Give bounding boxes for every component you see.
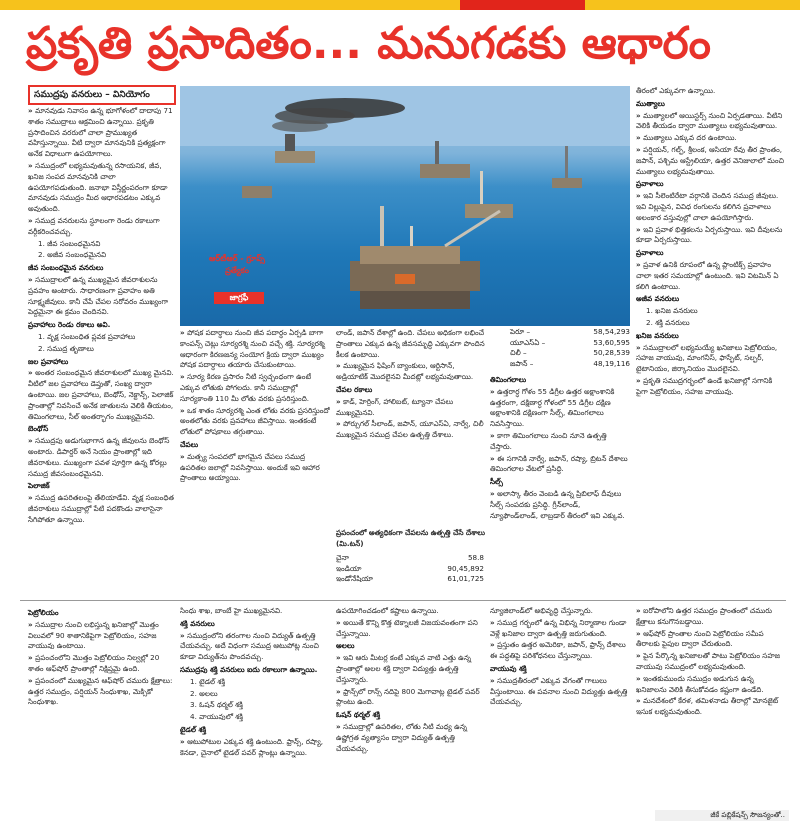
- col7-para-1: సింధు శాఖ, బాంబే హై ముఖ్యమైనవి.: [180, 606, 283, 615]
- top-bar-red: [460, 0, 585, 10]
- col5-para-6: » ఇవి ప్రవాళ భిత్తికలను ఏర్పరుస్తాయి. ఇవి దీవులను కూడా ఏర్పరుస్తాయి.: [636, 225, 786, 247]
- stats-row: [510, 327, 630, 338]
- table-cell-country: ఇండియా: [336, 563, 362, 573]
- stats-value: 58,54,293: [593, 327, 630, 336]
- col1-para-5: » అంతర సంబంధమైన జీవరాశులలో ముఖ్య మైనవి. వీటిలో జల ప్రవాహాలు డెప్తుతో, సంఖ్య ద్వారా ఉంటాయి. జల ప్రవాహాలు, బెంథోస్, నెక్టాన్స్, పెలాజిక్ ప్రాంతాల్లో నివసించే అనేక జాతులను వెలికి తీయటం, తిమింగలాలు, సీల్ అంతర్భాగం ముఖ్యమైనవి.: [28, 368, 174, 422]
- col1-subheading: బెంథోస్: [28, 424, 49, 434]
- col2-subheading: చేపలు: [180, 439, 199, 449]
- col10-para-3: » పైన పేర్కొన్న ఖనిజాలతో పాటు పెట్రోలియం సహజ వాయువు సముద్రంలో లభ్యమవుతుంది.: [636, 651, 786, 673]
- col3-para-4: » పోర్చుగల్ సీలాండ్, జపాన్, యూఎస్ఏ, నార్వే, చిలీ ముఖ్యమైన సముద్ర చేపల ఉత్పత్తి దేశాలు.: [336, 419, 486, 441]
- col3-para-2: » ముఖ్యమైన ఫిషింగ్ బ్యాంకులు, ఆర్టిసాన్, అడ్రియాటిక్ మొదలైనవి మీదట్లో లభ్యమవుతాయి.: [336, 361, 486, 383]
- col1-list-item: 1. జీవ సంబంధమైనవి: [38, 238, 101, 248]
- col10-para-1: » ఐరోపాలోని ఉత్తర సముద్రం ప్రాంతంలో చమురు క్షేత్రాలు కనుగొనబడ్డాయి.: [636, 606, 786, 628]
- stats-label: యూఎస్ఏ –: [510, 337, 546, 347]
- photo-caption: ఆర్‌టీఆర్ ‌- గ్రూప్స్ ప్రత్యేకం: [209, 254, 265, 275]
- col1-list-item: 1. వృక్ష సంబంధిత ప్లవక ప్రవాహాలు: [38, 331, 136, 341]
- column-6: [28, 606, 174, 806]
- col1-subheading: జల ప్రవాహాలు: [28, 356, 69, 366]
- col9-para-2: » సముద్ర గర్భంలో ఉన్న విభిన్న నిర్మాణాల గుండా వెళ్లే ఖనిజాల ద్వారా ఉత్పత్తి జరుగుతుంది.: [490, 618, 630, 640]
- col6-para-1: » సముద్రాల నుంచి లభిస్తున్న ఖనిజాల్లో మొత్తం విలువలో 90 శాతానికిపైగా పెట్రోలియం, సహజ వాయువు ఉంటాయి.: [28, 620, 174, 652]
- col5-subheading: ఖనిజ వనరులు: [636, 330, 679, 340]
- col1-subheading: జీవ సంబంధమైన వనరులు: [28, 263, 104, 273]
- col4-para-4: » అలాస్కా తీరం వెంబడి ఉన్న ప్రిబిలాఫ్ దీవులు సీల్స్ సంపదకు ప్రసిద్ధి. గ్రీన్‌లాండ్, న్యూఫౌండ్‌లాండ్, లాబ్రడార్ తీరంలో ఇవి ఎక్కువ.: [490, 489, 630, 521]
- footer-credit: జీకే పబ్లికేషన్స్ సౌజన్యంతో..: [655, 810, 789, 821]
- col4-subheading: తిమింగలాలు: [490, 375, 527, 384]
- col1-para-2: » సముద్రంలో లభ్యమవుతున్న రసాయనిక, జీవ, ఖనిజ సంపద మానవునికి చాలా ఉపయోగపడుతుంది. జనాభా విస్తీర్ణంపరంగా కూడా మానవుడు సముద్రం మీద ఆధారపడటం ఎక్కువ అవుతుంది.: [28, 161, 174, 215]
- stats-label: చిలీ –: [510, 348, 527, 357]
- table-cell-value: 58.8: [467, 553, 484, 562]
- col3-para-1: లాండ్, జపాన్ దేశాల్లో ఉంది. చేపలు అధికంగా లభించే ప్రాంతాలు ఎక్కువ ఉన్న జీవసమృద్ధి ఎక్కువగా పొందిన కీలక ఉంటాయి.: [336, 328, 485, 359]
- col7-subheading: టైడల్ శక్తి: [180, 724, 207, 734]
- table-row: [336, 574, 484, 585]
- col7-list-item: 2. అలలు: [190, 688, 218, 698]
- col1-list-item: 2. సముద్ర తృణాలు: [38, 343, 94, 353]
- stats-value: 53,60,595: [593, 337, 630, 347]
- column-9: [490, 606, 630, 806]
- col3-subheading: చేపల రకాలు: [336, 384, 373, 394]
- col5-para-4: » పర్షియన్, గల్ఫ్, శ్రీలంక, ఆసియా రేవు తీర ప్రాంతం, జపాన్, పశ్చిమ ఆస్ట్రేలియా, ఉత్తర వెనిజులాలో మంచి ముత్యాలు లభ్యమవుతాయి.: [636, 145, 786, 177]
- col9-para-4: » సముద్రతీరంలో ఎక్కువ వేగంతో గాలులు వీస్తుంటాయి. ఈ పవనాల నుంచి విద్యుత్తు ఉత్పత్తి చేయవచ్చు.: [490, 676, 630, 708]
- fish-production-table: [336, 553, 484, 593]
- col7-list-item: 3. ఓషన్ థర్మల్ శక్తి: [190, 700, 243, 710]
- col1-subheading: ప్రవాహాలు రెండు రకాలు అవి.: [28, 320, 111, 330]
- col9-para-3: » ప్రస్తుతం ఉత్తర అమెరికా, జపాన్, ఫ్రాన్స్ దేశాలు ఈ పద్ధతిపై పరిశోధనలు చేస్తున్నాయి.: [490, 640, 630, 662]
- col2-para-3: » ఒక శాతం సూర్యరశ్మి ఎంత లోతు వరకు ప్రసరిస్తుందో అంతలోతు వరకు ప్రవహాలు జీవిస్తాయి. ఇంతకంటే లోతులో పోషకాలు తగ్గుతాయి.: [180, 406, 332, 438]
- col5-para-8: » సముద్రాలలో లభ్యమయ్యే ఖనిజాలు పెట్రోలియం, సహజ వాయువు, మాంగనీస్, ఫాస్ఫేట్, సల్ఫర్, టైటానియం, జిర్కానియం మొదలైనవి.: [636, 343, 786, 375]
- col5-para-2: » ముత్యాలలో ఆయిస్టర్స్ నుంచి ఏర్పడతాయి. వీటిని వెలికి తీయడం ద్వారా ముత్యాలు లభ్యమవుతాయి.: [636, 111, 786, 133]
- col5-subheading: ముత్యాలు: [636, 98, 665, 108]
- section-divider: [20, 600, 786, 601]
- col9-subheading: వాయువు శక్తి: [490, 663, 527, 673]
- col10-para-5: » మనదేశంలో కేరళ, తమిళనాడు తీరాల్లో మోనజైట్ ఇసుక లభ్యమవుతుంది.: [636, 696, 786, 718]
- stats-row: [510, 338, 630, 349]
- col10-para-4: » ఇంతకుముందు సముద్రం అడుగున ఉన్న ఖనిజాలను వెలికి తీసుకోవడం కష్టంగా ఉండేది.: [636, 674, 786, 696]
- col1-para-1: » మానవుడు నివాసం ఉన్న భూగోళంలో దాదాపు 71 శాతం సముద్రాలు ఆక్రమించి ఉన్నాయి. ప్రకృతి ప్రసాదించిన వరరులో చాలా ప్రాముఖ్యత వహిస్తున్నాయి. వీటి ద్వారా మానవునికి ప్రత్యక్షంగా అనేక విధాలుగా ఉపయోగాలు.: [28, 106, 174, 160]
- stats-value: 50,28,539: [593, 348, 630, 357]
- col5-para-9: » ప్రకృతి సముద్రగర్భంలో ఉండే ఖనిజాల్లో సగానికి పైగా పెట్రోలియం, సహజ వాయువు.: [636, 376, 786, 398]
- table-row: [336, 553, 484, 564]
- col5-subheading: ప్రవాళాలు: [636, 248, 664, 258]
- table-row: [336, 564, 484, 575]
- col7-para-2: » సముద్రంలోని తరంగాల నుంచి విద్యుత్ ఉత్పత్తి చేయవచ్చు. అదే విధంగా సముద్ర ఆటుపోట్ల నుంచి కూడా విద్యుత్‌ను పొందవచ్చు.: [180, 631, 332, 663]
- col7-list-item: 1. టైడల్ శక్తి: [190, 676, 226, 686]
- col8-subheading: ఓషన్ థర్మల్ శక్తి: [336, 710, 381, 720]
- col2-para-2: » సూర్య కిరణ ప్రసారం నీటి స్వచ్ఛంధంగా ఉంటే ఎక్కువ లోతుకు పోగలదు. కానీ సముద్రాల్లో సూర్యకాంతి 110 మీ లోతు వరకు ప్రసరిస్తుంది.: [180, 372, 332, 404]
- column-3: [336, 328, 486, 528]
- fish-stats-list: [510, 327, 630, 371]
- top-bar-yellow-right: [585, 0, 800, 10]
- col4-para-3: » ఈ సగానికి నార్వే, జపాన్, రష్యా, బ్రిటన్ దేశాలు తిమింగలాల వేటలో ప్రసిద్ధి.: [490, 454, 630, 476]
- top-bar-yellow-left: [0, 0, 460, 10]
- page-headline: ప్రకృతి ప్రసాదితం... మనుగడకు ఆధారం: [26, 18, 711, 69]
- col7-list-item: 4. వాయువులో శక్తి: [190, 712, 243, 722]
- column-10: [636, 606, 786, 806]
- section-heading: సముద్రపు వనరులు – వినియోగం: [28, 85, 176, 105]
- column-2: [180, 328, 332, 586]
- col1-para-3: » సముద్ర వనరులను స్థూలంగా రెండు రకాలుగా వర్గీకరించవచ్చు.: [28, 216, 174, 238]
- col5-list-item: 1. ఖనిజ వనరులు: [646, 306, 698, 316]
- col7-subheading: సముద్రపు శక్తి వనరులు ఐదు రకాలుగా ఉన్నాయి.: [180, 664, 318, 674]
- col1-para-4: » సముద్రాలలో ఉన్న ముఖ్యమైన జీవరాశులను ప్రవహం అంటారు. సాధారణంగా ప్రవాహం అతి సూక్ష్మజీవులు. కానీ చేపే చేపల సరోవరం ముఖ్యంగా పెద్దమైనా ఈ క్రమం చెందినవి.: [28, 275, 174, 318]
- col1-subheading: పెలాజిక్: [28, 481, 50, 491]
- col4-para-2: » కాగా తిమింగలాలు నుంచి నూనె ఉత్పత్తి చేస్తారు.: [490, 431, 630, 453]
- col1-para-6: » సముద్రపు అడుగుభాగాన ఉన్న జీవులను బెంథోస్ అంటారు. డిపార్డర్ అనే సెయం ప్రాంతాల్లో ఇది జీవరాశులు. ముఖ్యంగా పవళ పూర్తిగా ఉన్న కోరల్లు సముద్ర జీవసంబంధమైనవి.: [28, 436, 174, 479]
- col10-para-2: » ఆఫ్‌షోర్ ప్రాంతాల నుంచి పెట్రోలియం సమీప తీరాలకు పైపుల ద్వారా చేరుతుంది.: [636, 629, 786, 651]
- table-cell-country: ఇండోనేషియా: [336, 574, 373, 583]
- stats-value: 48,19,116: [593, 358, 630, 368]
- col5-para-5: » ఇవి సీలెంటిరేటా వర్గానికి చెందిన సముద్ర జీవులు. ఇవి విల్లుపైన, వివిధ రంగులను కలిగిన ప్రవాళాలు అలంకార వస్తువుల్లో చాలా ఉపయోగిస్తారు.: [636, 191, 786, 223]
- table-cell-value: 61,01,725: [447, 574, 484, 583]
- fish-table-title-text: ప్రపంచంలో అత్యధికంగా చేపలను ఉత్పత్తి చేసే దేశాలు (మి.టన్): [336, 528, 485, 548]
- photo-credit: జాగ్రఫీ: [214, 292, 264, 304]
- column-8: [336, 606, 486, 806]
- col5-para-7: » ప్రవాళ ఉనికి రూపంలో ఉన్న ప్లాంటిక్స్ ప్రవాహం చాలా ఇతర సమయాల్లో ఉంటుంది. ఇవి విటమిన్ ఏ కలిగి ఉంటాయి.: [636, 260, 786, 292]
- stats-label: పెరూ –: [510, 327, 531, 336]
- col9-para-1: న్యూజిలాండ్‌లో అభివృద్ధి చేస్తున్నారు.: [490, 606, 593, 615]
- col5-subheading: అజీవ వనరులు: [636, 294, 680, 304]
- col3-para-3: » కాడ్, హెర్రింగ్, హాలిబట్, ట్యూనా చేపలు ముఖ్యమైనవి.: [336, 397, 486, 419]
- col6-para-2: » ప్రపంచంలోని మొత్తం పెట్రోలియం నిల్వల్లో 20 శాతం ఆఫ్‌షోర్ ప్రాంతాల్లో నిక్షిప్తమై ఉంది.: [28, 653, 174, 675]
- column-4: [490, 373, 630, 595]
- col6-para-3: » ప్రపంచంలో ముఖ్యమైన ఆఫ్‌షోర్ చమురు క్షేత్రాలు: ఉత్తర సముద్రం, పర్షియన్ సింధుశాఖ, మెక్సికో సింధుశాఖ.: [28, 676, 174, 708]
- col8-subheading: అలలు: [336, 641, 355, 651]
- col5-para-3: » ముత్యాలు ఎక్కువ దర ఉంటాయి.: [636, 133, 786, 144]
- col4-para-1: » ఉత్తరార్ధ గోళం 55 డిగ్రీల ఉత్తర అక్షాంశానికి ఉత్తరంగా, దక్షిణార్ధ గోళంలో 55 డిగ్రీల దక్షిణ అక్షాంశానికి దక్షిణంగా సీల్స్, తిమింగలాలు నివసిస్తాయి.: [490, 387, 630, 430]
- column-5: [636, 86, 786, 596]
- fish-table-title: [336, 528, 486, 550]
- col4-subheading: సీల్స్: [490, 477, 503, 487]
- col5-list-item: 2. శక్తి వనరులు: [646, 317, 690, 327]
- col2-para-4: » మత్స్య సంపదలో భాగమైన చేపలు సముద్ర ఉపరితల జలాల్లో నివసిస్తాయి. అందుకే ఇవి ఆహార ప్రాంతాలు అయ్యాయి.: [180, 452, 332, 484]
- col7-subheading: శక్తి వనరులు: [180, 618, 215, 628]
- column-7: [180, 606, 332, 806]
- table-cell-value: 90,45,892: [447, 563, 484, 573]
- stats-row: [510, 348, 630, 359]
- stats-row: [510, 359, 630, 370]
- col2-para-1: » పోషక పదార్థాలు నుంచి జీవ పదార్థం ఏర్పడి బాగా కాంపన్స్ చెట్లు సూర్యరశ్మి నుంచి వచ్చే శక్తి. సూర్యరశ్మి ఆధారంగా కిరణజన్య సంయోగ క్రియ ద్వారా ముఖ్యం పోషక పదార్థాలు తయారు చేసుకుంటాయి.: [180, 328, 332, 371]
- stats-label: జపాన్ –: [510, 358, 534, 368]
- col8-para-2: » అయితే కొన్ని కొత్త టెక్నాలజీ విజయవంతంగా పని చేస్తున్నాయి.: [336, 618, 486, 640]
- col8-para-3: » ఇవి ఆరు మీటర్ల కంటే ఎక్కువ వాటి ఎత్తు ఉన్న ప్రాంతాల్లో అలల శక్తి ద్వారా విద్యుత్తు ఉత్పత్తి చేస్తున్నారు.: [336, 653, 486, 685]
- col1-para-7: » సముద్ర ఉపరితలంపై తేలియాడేవి. వృక్ష సంబంధిత జీవరాశులు సముద్రాల్లో పేటి పదకొండు వాలాసైనా సేగిపోతూ ఉన్నాయి.: [28, 493, 174, 525]
- col5-para-1: తీరంలో ఎక్కువగా ఉన్నాయి.: [636, 86, 716, 95]
- col8-para-1: ఉపయోగించడంలో కష్టాలు ఉన్నాయి.: [336, 606, 439, 615]
- col8-para-5: » సముద్రాల్లో ఉపరితల, లోతు నీటి మధ్య ఉన్న ఉష్ణోగ్రత వ్యత్యాసం ద్వారా విద్యుత్ ఉత్పత్తి చేయవచ్చు.: [336, 722, 486, 754]
- col8-para-4: » ఫ్రాన్స్‌లో రాన్స్ నదిపై 800 మెగావాట్ల టైడల్ పవర్ ప్లాంటు ఉంది.: [336, 687, 486, 709]
- col1-list-item: 2. అజీవ సంబంధమైనవి: [38, 250, 107, 260]
- col7-para-3: » ఆటుపోటుల ఎక్కువ శక్తి ఉంటుంది. ఫ్రాన్స్, రష్యా, కెనడా, చైనాలో టైడల్ పవర్ ప్లాంట్లు ఉన్నాయి.: [180, 737, 332, 759]
- top-color-bar: [0, 0, 800, 10]
- column-1: [28, 106, 174, 524]
- col5-subheading: ప్రవాళాలు: [636, 179, 664, 189]
- col6-subheading: పెట్రోలియం: [28, 608, 59, 617]
- table-cell-country: చైనా: [336, 553, 349, 562]
